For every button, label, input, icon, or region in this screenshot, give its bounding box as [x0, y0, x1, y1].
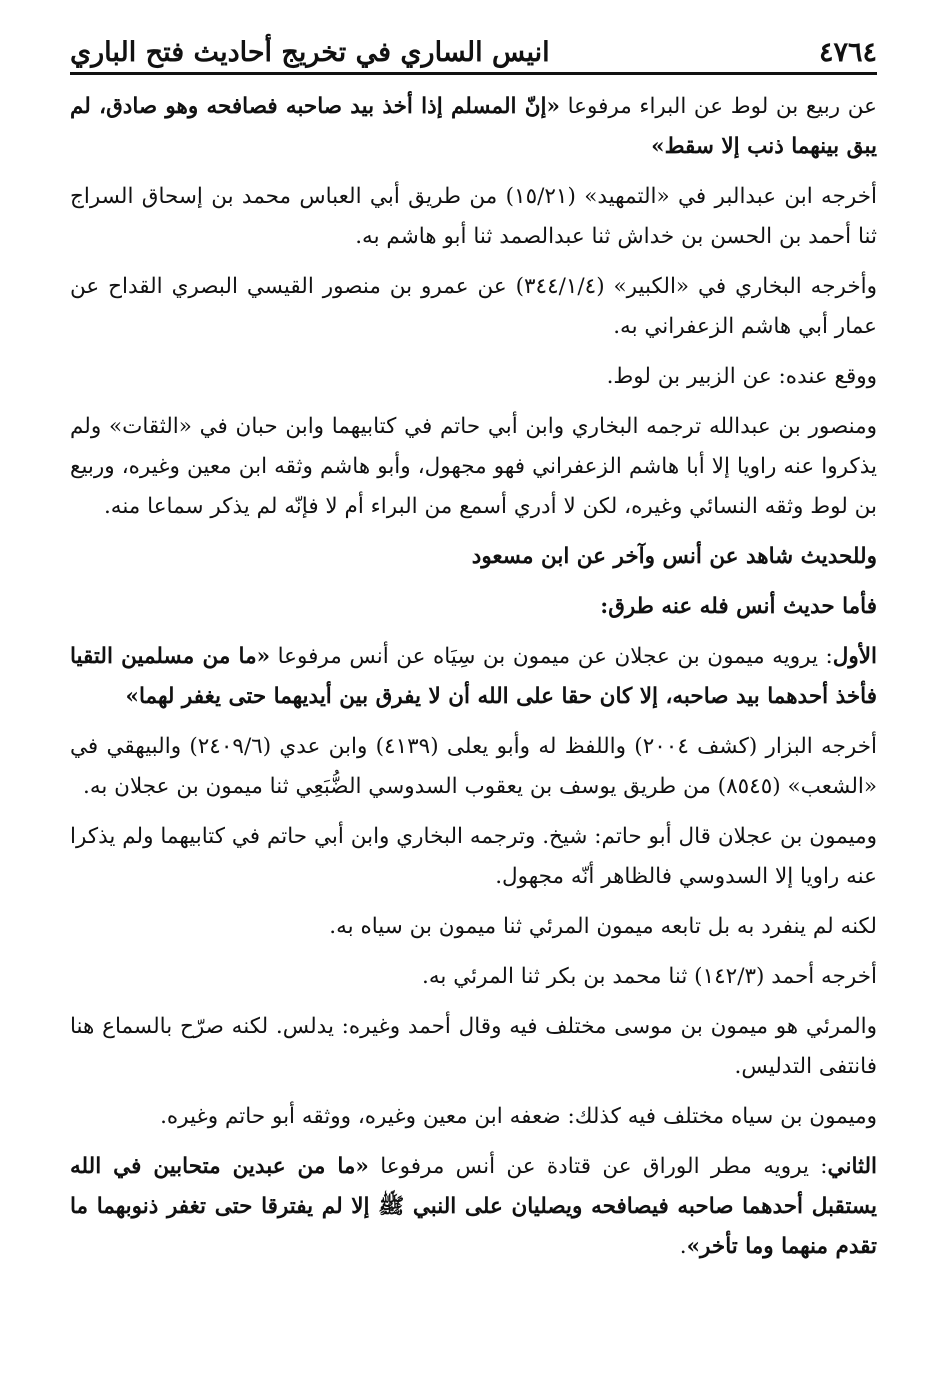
header-rule: [70, 72, 877, 75]
section-heading-1: [70, 537, 877, 577]
paragraph-first-route: [70, 637, 877, 717]
paragraph-5: [70, 407, 877, 527]
page-number: ٤٧٦٤: [818, 37, 877, 68]
paragraph-10: [70, 817, 877, 897]
paragraph-9: [70, 727, 877, 807]
route-label: الثاني: [827, 1154, 878, 1179]
paragraph-13: [70, 1007, 877, 1087]
paragraph-text: : يرويه ميمون بن عجلان عن ميمون بن سِيَاه عن أنس مرفوعا: [270, 644, 833, 669]
paragraph-second-route: [70, 1147, 877, 1267]
paragraph-text: : يرويه مطر الوراق عن قتادة عن أنس مرفوعا: [368, 1154, 828, 1179]
paragraph-1: [70, 87, 877, 167]
page-body: [70, 87, 877, 1267]
paragraph-end: .: [679, 1234, 687, 1259]
paragraph-text: وميمون بن سياه مختلف فيه كذلك: ضعفه ابن معين وغيره، ووثقه أبو حاتم وغيره.: [160, 1104, 877, 1129]
page-header: [70, 22, 877, 66]
paragraph-text: والمرئي هو ميمون بن موسى مختلف فيه وقال أحمد وغيره: يدلس. لكنه صرّح بالسماع هنا فانتفى التدليس.: [70, 1014, 877, 1079]
paragraph-14: [70, 1097, 877, 1137]
paragraph-11: [70, 907, 877, 947]
heading-text: فأما حديث أنس فله عنه طرق:: [600, 594, 877, 619]
route-label: الأول: [832, 644, 877, 669]
paragraph-2: [70, 177, 877, 257]
paragraph-text: أخرجه البزار (كشف ٢٠٠٤) واللفظ له وأبو يعلى (٤١٣٩) وابن عدي (٢٤٠٩/٦) والبيهقي في «الشعب» (٨٥٤٥) من طريق يوسف بن يعقوب السدوسي الضُّبَعِي ثنا ميمون بن عجلان به.: [70, 734, 877, 799]
hadith-quote: «ما من مسلمين التقيا فأخذ أحدهما بيد صاحبه، إلا كان حقا على الله أن لا يفرق بين أيديهما حتى يغفر لهما»: [70, 644, 877, 709]
book-title: انيس الساري في تخريج أحاديث فتح الباري: [70, 37, 550, 68]
heading-text: وللحديث شاهد عن أنس وآخر عن ابن مسعود: [471, 544, 877, 569]
paragraph-4: [70, 357, 877, 397]
paragraph-text: لكنه لم ينفرد به بل تابعه ميمون المرئي ثنا ميمون بن سياه به.: [329, 914, 877, 939]
paragraph-text: عن ربيع بن لوط عن البراء مرفوعا: [559, 94, 877, 119]
paragraph-text: أخرجه ابن عبدالبر في «التمهيد» (١٥/٢١) من طريق أبي العباس محمد بن إسحاق السراج ثنا أحمد بن الحسن بن خداش ثنا عبدالصمد ثنا أبو هاشم به.: [70, 184, 877, 249]
paragraph-text: ومنصور بن عبدالله ترجمه البخاري وابن أبي حاتم في كتابيهما وابن حبان في «الثقات» ولم يذكروا عنه راويا إلا أبا هاشم الزعفراني فهو مجهول، وأبو هاشم وثقه ابن معين وغيره، وربيع بن لوط وثقه النسائي وغيره، لكن لا أدري أسمع من البراء أم لا فإنّه لم يذكر سماعا منه.: [70, 414, 877, 519]
paragraph-text: وميمون بن عجلان قال أبو حاتم: شيخ. وترجمه البخاري وابن أبي حاتم في كتابيهما ولم يذكرا عنه راويا إلا السدوسي فالظاهر أنّه مجهول.: [70, 824, 877, 889]
section-heading-2: [70, 587, 877, 627]
paragraph-text: ووقع عنده: عن الزبير بن لوط.: [606, 364, 877, 389]
hadith-quote: «ما من عبدين متحابين في الله يستقبل أحدهما صاحبه فيصافحه ويصليان على النبي ﷺ إلا لم يفترقا حتى تغفر ذنوبهما ما تقدم منهما وما تأخر»: [70, 1154, 877, 1259]
paragraph-text: أخرجه أحمد (١٤٢/٣) ثنا محمد بن بكر ثنا المرئي به.: [422, 964, 877, 989]
paragraph-3: [70, 267, 877, 347]
paragraph-12: [70, 957, 877, 997]
hadith-quote: «إنّ المسلم إذا أخذ بيد صاحبه فصافحه وهو صادق، لم يبق بينهما ذنب إلا سقط»: [70, 94, 877, 159]
paragraph-text: وأخرجه البخاري في «الكبير» (٣٤٤/١/٤) عن عمرو بن منصور القيسي البصري القداح عن عمار أبي هاشم الزعفراني به.: [70, 274, 877, 339]
